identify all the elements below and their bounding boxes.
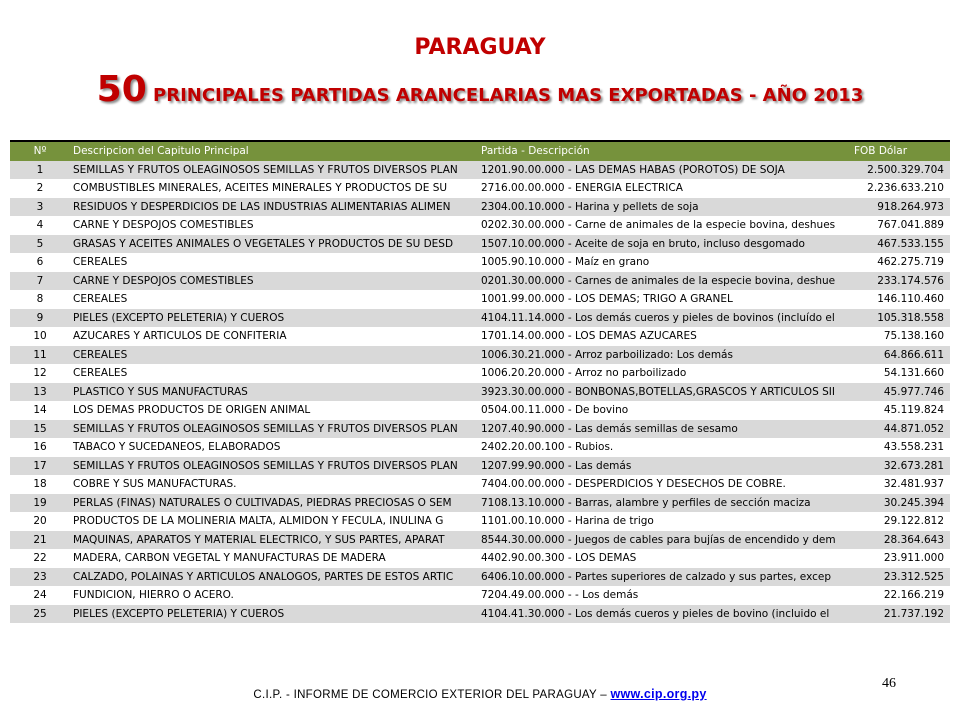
cell-number: 5 bbox=[10, 235, 70, 254]
table-row bbox=[10, 457, 950, 476]
page-subtitle bbox=[0, 70, 960, 116]
cell-item: 1006.20.20.000 - Arroz no parboilizado bbox=[478, 364, 844, 383]
cell-fob: 23.911.000 bbox=[844, 549, 950, 568]
cell-item: 1207.40.90.000 - Las demás semillas de sesamo bbox=[478, 420, 844, 439]
table-header-row bbox=[10, 141, 950, 161]
cell-number: 20 bbox=[10, 512, 70, 531]
cell-fob: 45.119.824 bbox=[844, 401, 950, 420]
table-row bbox=[10, 475, 950, 494]
cell-number: 17 bbox=[10, 457, 70, 476]
cell-item: 6406.10.00.000 - Partes superiores de calzado y sus partes, excep bbox=[478, 568, 844, 587]
table-row bbox=[10, 401, 950, 420]
table-row bbox=[10, 290, 950, 309]
column-header-fob: FOB Dólar bbox=[844, 141, 950, 161]
cell-item: 1006.30.21.000 - Arroz parboilizado: Los demás bbox=[478, 346, 844, 365]
cell-number: 19 bbox=[10, 494, 70, 513]
cell-fob: 21.737.192 bbox=[844, 605, 950, 624]
cell-chapter: CEREALES bbox=[70, 290, 478, 309]
cell-fob: 233.174.576 bbox=[844, 272, 950, 291]
table-row bbox=[10, 531, 950, 550]
cell-fob: 918.264.973 bbox=[844, 198, 950, 217]
cell-number: 24 bbox=[10, 586, 70, 605]
cell-item: 2716.00.00.000 - ENERGIA ELECTRICA bbox=[478, 179, 844, 198]
cell-chapter: AZUCARES Y ARTICULOS DE CONFITERIA bbox=[70, 327, 478, 346]
cell-chapter: PRODUCTOS DE LA MOLINERIA MALTA, ALMIDON Y FECULA, INULINA G bbox=[70, 512, 478, 531]
cell-item: 1101.00.10.000 - Harina de trigo bbox=[478, 512, 844, 531]
cell-fob: 32.481.937 bbox=[844, 475, 950, 494]
cell-fob: 105.318.558 bbox=[844, 309, 950, 328]
cell-fob: 75.138.160 bbox=[844, 327, 950, 346]
cell-fob: 43.558.231 bbox=[844, 438, 950, 457]
footer-text: C.I.P. - INFORME DE COMERCIO EXTERIOR DEL PARAGUAY – bbox=[253, 689, 611, 701]
table-row bbox=[10, 586, 950, 605]
subtitle-text: PRINCIPALES PARTIDAS ARANCELARIAS MAS EXPORTADAS - AÑO 2013 bbox=[146, 85, 864, 106]
cell-fob: 29.122.812 bbox=[844, 512, 950, 531]
cell-number: 13 bbox=[10, 383, 70, 402]
page-title: PARAGUAY bbox=[414, 35, 546, 60]
cell-chapter: CEREALES bbox=[70, 253, 478, 272]
table-body bbox=[10, 161, 950, 624]
cell-chapter: LOS DEMAS PRODUCTOS DE ORIGEN ANIMAL bbox=[70, 401, 478, 420]
cell-item: 7404.00.00.000 - DESPERDICIOS Y DESECHOS DE COBRE. bbox=[478, 475, 844, 494]
cell-number: 8 bbox=[10, 290, 70, 309]
cell-fob: 45.977.746 bbox=[844, 383, 950, 402]
cell-chapter: CARNE Y DESPOJOS COMESTIBLES bbox=[70, 216, 478, 235]
cell-item: 2304.00.10.000 - Harina y pellets de soja bbox=[478, 198, 844, 217]
cell-number: 18 bbox=[10, 475, 70, 494]
cell-number: 23 bbox=[10, 568, 70, 587]
cell-fob: 32.673.281 bbox=[844, 457, 950, 476]
cell-fob: 23.312.525 bbox=[844, 568, 950, 587]
table-row bbox=[10, 346, 950, 365]
cell-number: 2 bbox=[10, 179, 70, 198]
cell-fob: 467.533.155 bbox=[844, 235, 950, 254]
cell-fob: 28.364.643 bbox=[844, 531, 950, 550]
cell-item: 1207.99.90.000 - Las demás bbox=[478, 457, 844, 476]
table-row bbox=[10, 420, 950, 439]
footer bbox=[0, 687, 960, 701]
cell-fob: 462.275.719 bbox=[844, 253, 950, 272]
cell-fob: 22.166.219 bbox=[844, 586, 950, 605]
cell-chapter: PERLAS (FINAS) NATURALES O CULTIVADAS, PIEDRAS PRECIOSAS O SEM bbox=[70, 494, 478, 513]
cell-item: 4402.90.00.300 - LOS DEMAS bbox=[478, 549, 844, 568]
cell-number: 6 bbox=[10, 253, 70, 272]
table-row bbox=[10, 438, 950, 457]
cell-chapter: CEREALES bbox=[70, 364, 478, 383]
cell-chapter: MADERA, CARBON VEGETAL Y MANUFACTURAS DE MADERA bbox=[70, 549, 478, 568]
cell-item: 1001.99.00.000 - LOS DEMAS; TRIGO A GRANEL bbox=[478, 290, 844, 309]
cell-number: 22 bbox=[10, 549, 70, 568]
cell-item: 0202.30.00.000 - Carne de animales de la especie bovina, deshues bbox=[478, 216, 844, 235]
cell-fob: 30.245.394 bbox=[844, 494, 950, 513]
cell-item: 4104.11.14.000 - Los demás cueros y pieles de bovinos (incluído el bbox=[478, 309, 844, 328]
table-row bbox=[10, 216, 950, 235]
subtitle-number: 50 bbox=[96, 69, 147, 110]
cell-chapter: SEMILLAS Y FRUTOS OLEAGINOSOS SEMILLAS Y FRUTOS DIVERSOS PLAN bbox=[70, 457, 478, 476]
cell-chapter: GRASAS Y ACEITES ANIMALES O VEGETALES Y PRODUCTOS DE SU DESD bbox=[70, 235, 478, 254]
cell-number: 1 bbox=[10, 161, 70, 180]
table-row bbox=[10, 549, 950, 568]
cell-number: 16 bbox=[10, 438, 70, 457]
cell-number: 14 bbox=[10, 401, 70, 420]
column-header-item: Partida - Descripción bbox=[478, 141, 844, 161]
table-row bbox=[10, 253, 950, 272]
exports-table bbox=[10, 140, 950, 623]
table-row bbox=[10, 568, 950, 587]
cell-chapter: RESIDUOS Y DESPERDICIOS DE LAS INDUSTRIAS ALIMENTARIAS ALIMEN bbox=[70, 198, 478, 217]
cell-chapter: TABACO Y SUCEDANEOS, ELABORADOS bbox=[70, 438, 478, 457]
table-row bbox=[10, 309, 950, 328]
cell-chapter: FUNDICION, HIERRO O ACERO. bbox=[70, 586, 478, 605]
cell-number: 11 bbox=[10, 346, 70, 365]
cell-item: 7204.49.00.000 - - Los demás bbox=[478, 586, 844, 605]
cell-fob: 767.041.889 bbox=[844, 216, 950, 235]
cell-chapter: PIELES (EXCEPTO PELETERIA) Y CUEROS bbox=[70, 605, 478, 624]
cell-number: 7 bbox=[10, 272, 70, 291]
cell-item: 0504.00.11.000 - De bovino bbox=[478, 401, 844, 420]
table-row bbox=[10, 235, 950, 254]
cell-number: 10 bbox=[10, 327, 70, 346]
cell-chapter: CEREALES bbox=[70, 346, 478, 365]
table-row bbox=[10, 161, 950, 180]
cell-item: 1201.90.00.000 - LAS DEMAS HABAS (POROTOS) DE SOJA bbox=[478, 161, 844, 180]
cell-item: 1701.14.00.000 - LOS DEMAS AZUCARES bbox=[478, 327, 844, 346]
table-row bbox=[10, 494, 950, 513]
table-row bbox=[10, 327, 950, 346]
cell-chapter: CARNE Y DESPOJOS COMESTIBLES bbox=[70, 272, 478, 291]
cell-chapter: COBRE Y SUS MANUFACTURAS. bbox=[70, 475, 478, 494]
cell-chapter: PLASTICO Y SUS MANUFACTURAS bbox=[70, 383, 478, 402]
cell-number: 4 bbox=[10, 216, 70, 235]
table-row bbox=[10, 364, 950, 383]
table-row bbox=[10, 512, 950, 531]
column-header-chapter: Descripcion del Capitulo Principal bbox=[70, 141, 478, 161]
cell-item: 4104.41.30.000 - Los demás cueros y pieles de bovino (incluido el bbox=[478, 605, 844, 624]
column-header-number: Nº bbox=[10, 141, 70, 161]
cell-chapter: SEMILLAS Y FRUTOS OLEAGINOSOS SEMILLAS Y FRUTOS DIVERSOS PLAN bbox=[70, 161, 478, 180]
table-row bbox=[10, 383, 950, 402]
cell-number: 12 bbox=[10, 364, 70, 383]
cell-fob: 54.131.660 bbox=[844, 364, 950, 383]
table-row bbox=[10, 272, 950, 291]
page-number: 46 bbox=[882, 676, 896, 691]
cell-item: 2402.20.00.100 - Rubios. bbox=[478, 438, 844, 457]
cell-chapter: MAQUINAS, APARATOS Y MATERIAL ELECTRICO, Y SUS PARTES, APARAT bbox=[70, 531, 478, 550]
cell-number: 9 bbox=[10, 309, 70, 328]
table-row bbox=[10, 198, 950, 217]
footer-link[interactable]: www.cip.org.py bbox=[610, 687, 707, 701]
table-row bbox=[10, 605, 950, 624]
cell-item: 8544.30.00.000 - Juegos de cables para bujías de encendido y dem bbox=[478, 531, 844, 550]
cell-item: 1507.10.00.000 - Aceite de soja en bruto, incluso desgomado bbox=[478, 235, 844, 254]
cell-chapter: SEMILLAS Y FRUTOS OLEAGINOSOS SEMILLAS Y FRUTOS DIVERSOS PLAN bbox=[70, 420, 478, 439]
cell-item: 1005.90.10.000 - Maíz en grano bbox=[478, 253, 844, 272]
cell-fob: 146.110.460 bbox=[844, 290, 950, 309]
table-row bbox=[10, 179, 950, 198]
cell-chapter: PIELES (EXCEPTO PELETERIA) Y CUEROS bbox=[70, 309, 478, 328]
cell-number: 15 bbox=[10, 420, 70, 439]
cell-item: 7108.13.10.000 - Barras, alambre y perfiles de sección maciza bbox=[478, 494, 844, 513]
cell-item: 0201.30.00.000 - Carnes de animales de la especie bovina, deshue bbox=[478, 272, 844, 291]
cell-number: 21 bbox=[10, 531, 70, 550]
cell-fob: 2.236.633.210 bbox=[844, 179, 950, 198]
cell-item: 3923.30.00.000 - BONBONAS,BOTELLAS,GRASCOS Y ARTICULOS SII bbox=[478, 383, 844, 402]
cell-fob: 44.871.052 bbox=[844, 420, 950, 439]
cell-fob: 2.500.329.704 bbox=[844, 161, 950, 180]
cell-chapter: CALZADO, POLAINAS Y ARTICULOS ANALOGOS, PARTES DE ESTOS ARTIC bbox=[70, 568, 478, 587]
cell-chapter: COMBUSTIBLES MINERALES, ACEITES MINERALES Y PRODUCTOS DE SU bbox=[70, 179, 478, 198]
cell-number: 3 bbox=[10, 198, 70, 217]
cell-fob: 64.866.611 bbox=[844, 346, 950, 365]
cell-number: 25 bbox=[10, 605, 70, 624]
